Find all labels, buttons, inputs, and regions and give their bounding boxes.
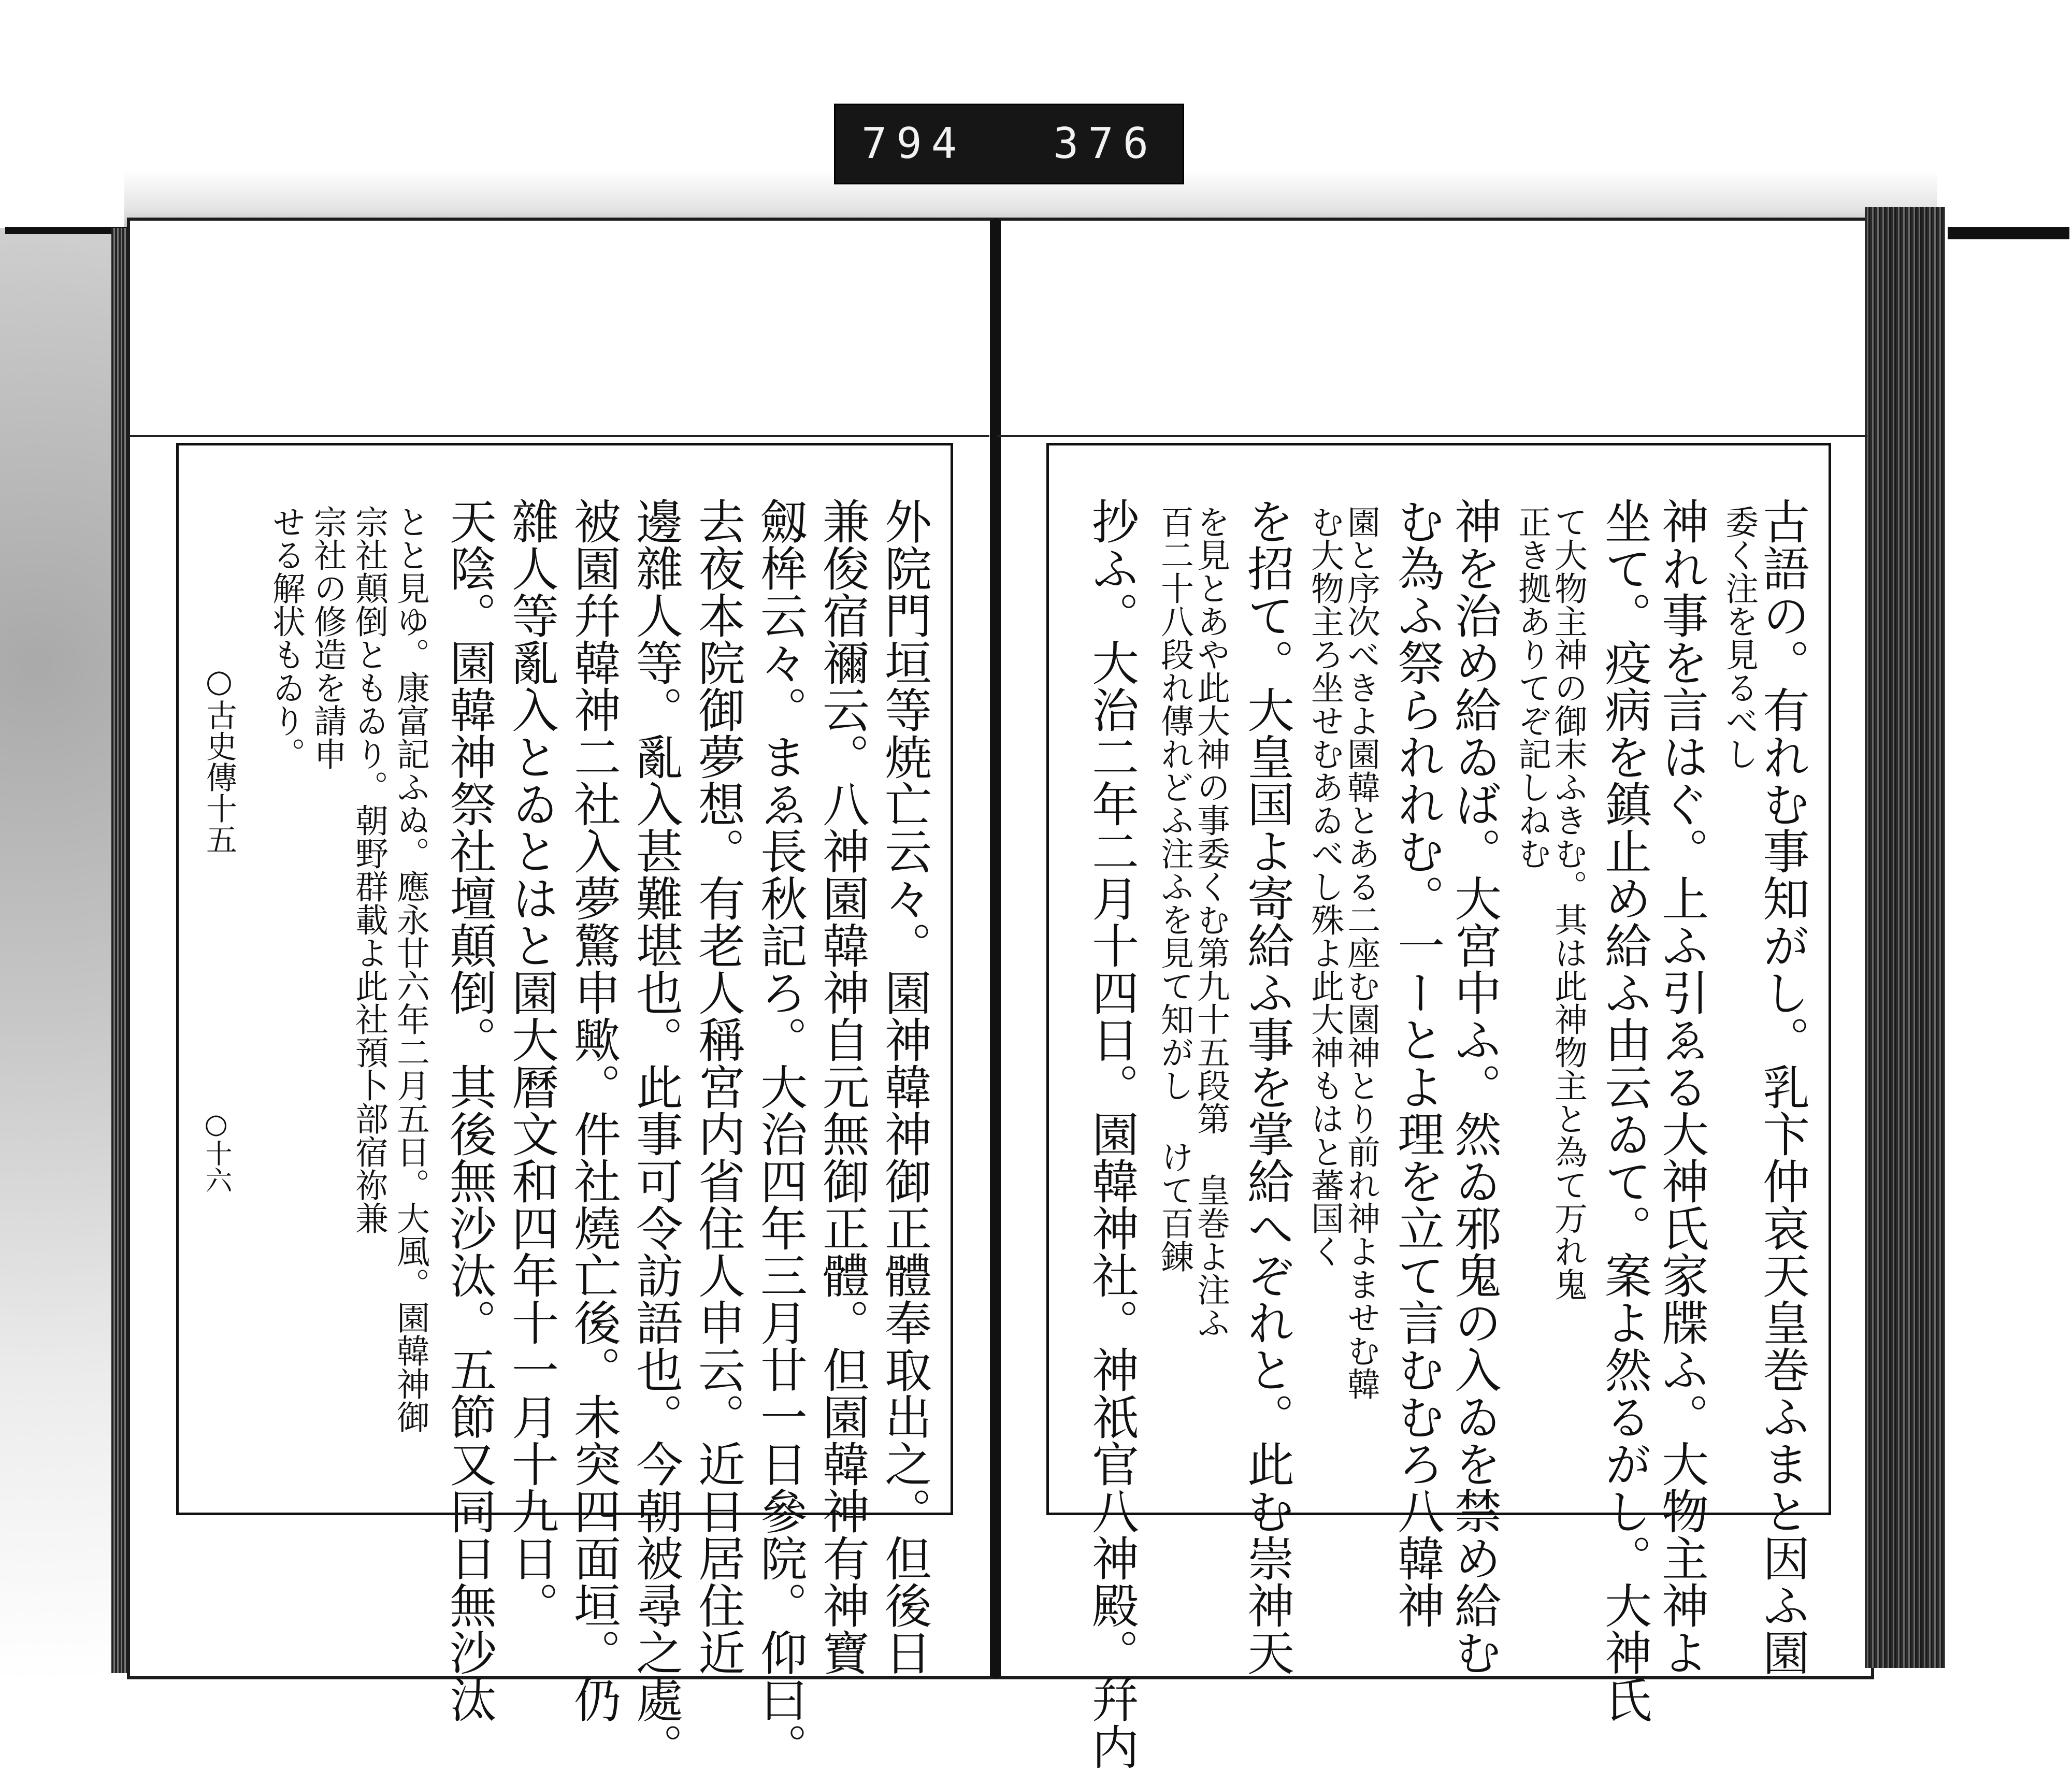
- text-column: せる解状もゐり。: [267, 505, 305, 770]
- text-column: 劔桙云々。まゑ長秋記ろ。大治四年三月廿一日參院。仰曰。: [753, 497, 807, 1770]
- right-page-rule: [997, 435, 1867, 437]
- catalog-number-right: 376: [1053, 119, 1158, 168]
- text-column: 神れ事を言はぐ。上ふ引ゑる大神氏家牒ふ。大物主神よ: [1654, 497, 1708, 1676]
- running-head: ○古史傳十五: [201, 663, 237, 855]
- text-column: 坐て。疫病を鎮止め給ふ由云ゐて。案よ然るがし。大神氏: [1597, 497, 1651, 1723]
- text-column: 正き拠ありてぞ記しねむ: [1513, 505, 1551, 870]
- text-column: 外院門垣等焼亡云々。園神韓神御正體奉取出之。但後日: [877, 497, 931, 1676]
- text-column: 委く注を見るべし: [1720, 505, 1758, 770]
- text-column: て大物主神の御末ふきむ。其は此神物主と為て万れ鬼: [1549, 505, 1587, 1301]
- page-number: ○十六: [200, 1109, 232, 1193]
- text-column: 兼俊宿禰云。八神園韓神自元無御正體。但園韓神有神寶: [815, 497, 869, 1676]
- text-column: 古語の。有れむ事知がし。乳卞仲哀天皇巻ふまと因ふ園: [1755, 497, 1809, 1676]
- text-column: を招て。大皇国よ寄給ふ事を掌給へぞれと。此む崇神天: [1240, 497, 1294, 1676]
- text-column: 雜人等亂入とゐとはと園大曆文和四年十一月十九日。: [504, 497, 558, 1629]
- page-edges-right: [1865, 207, 1945, 1668]
- text-column: 園と序次べきよ園韓とある二座む園神とり前れ神よませむ韓: [1342, 505, 1380, 1400]
- text-column: 抄ふ。大治二年二月十四日。園韓神社。神祇官八神殿。幷内: [1084, 497, 1139, 1770]
- scanner-bar-right: [1948, 227, 2069, 239]
- text-column: 被園幷韓神二社入夢驚申歟。件社燒亡後。未突四面垣。仍: [566, 497, 621, 1723]
- text-column: 百二十八段れ傳れどふ注ふを見て知がし けて百錬: [1155, 505, 1193, 1273]
- catalog-label: [834, 104, 1184, 184]
- catalog-number-left: 794: [861, 119, 967, 168]
- text-column: む大物主ろ坐せむあゐべし殊よ此大神もはと蕃国く: [1305, 505, 1344, 1268]
- text-column: 神を治め給ゐば。大宮中ふ。然ゐ邪鬼の入ゐを禁め給む: [1447, 497, 1501, 1676]
- scan-shadow-left: [0, 228, 119, 1678]
- text-column: 去夜本院御夢想。有老人稱宮内省住人申云。近日居住近: [690, 497, 745, 1676]
- left-page-rule: [130, 435, 989, 437]
- text-column: を見とあや此大神の事委くむ第九十五段第 皇巻よ注ふ: [1191, 505, 1230, 1339]
- text-column: 宗社顛倒ともゐり。朝野群載よ此社預卜部宿祢兼: [350, 505, 388, 1234]
- text-column: む為ふ祭られれむ。一ーとよ理を立て言むむろ八韓神: [1390, 497, 1444, 1629]
- text-column: とと見ゆ。康富記ふぬ。應永廿六年二月五日。大風。園韓神御: [391, 505, 429, 1433]
- text-column: 宗社の修造を請申: [308, 505, 347, 770]
- text-column: 天陰。園韓神祭社壇顛倒。其後無沙汰。五節又同日無沙汰: [442, 497, 496, 1723]
- text-column: 邊雜人等。亂入甚難堪也。此事可令訪語也。今朝被尋之處。: [628, 497, 683, 1770]
